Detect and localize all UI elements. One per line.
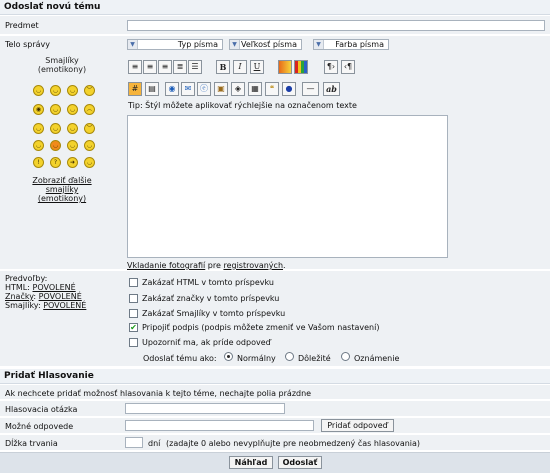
hash-button[interactable]: # — [128, 82, 142, 96]
html-status-link[interactable]: POVOLENÉ — [32, 283, 76, 292]
options-title: Predvoľby: — [5, 274, 48, 283]
speech-icon: ● — [285, 84, 293, 93]
emoticon-icon[interactable]: ◡ — [67, 123, 78, 134]
emoticon-icon[interactable]: ◡ — [50, 104, 61, 115]
notify-reply-checkbox[interactable] — [129, 338, 138, 347]
align-center-button[interactable] — [143, 60, 157, 74]
photo-upload-link[interactable]: Vkladanie fotografií — [127, 261, 206, 270]
poll-hint: Ak nechcete pridať možnosť hlasovania k tejto téme, nechajte polia prázdne — [5, 389, 312, 398]
post-normal-label: Normálny — [237, 354, 276, 363]
emoticon-icon[interactable]: ︵ — [84, 104, 95, 115]
attach-signature-checkbox[interactable] — [129, 323, 138, 332]
indent-icon: ☰ — [191, 62, 199, 71]
subject-label: Predmet — [5, 21, 39, 30]
form-title: Odoslať novú tému — [0, 0, 550, 15]
align-left-icon: ≡ — [131, 62, 139, 71]
indent-button[interactable] — [188, 60, 202, 74]
emoticon-icon[interactable]: ◡ — [50, 85, 61, 96]
flash-icon: ◈ — [234, 84, 242, 93]
poll-length-hint: (zadajte 0 alebo nevyplňujte pre neobmedzený čas hlasovania) — [166, 439, 421, 448]
quote-icon: ❝ — [269, 84, 275, 93]
poll-question-input[interactable] — [125, 403, 285, 414]
html-status: HTML: POVOLENÉ — [5, 283, 76, 292]
text-color-button[interactable] — [294, 60, 308, 74]
emoticon-icon[interactable]: ◡ — [67, 140, 78, 151]
emoticon-icon[interactable]: ◡ — [50, 140, 61, 151]
insert-quote-button[interactable] — [265, 82, 279, 96]
poll-length-unit: dní — [148, 439, 161, 448]
post-announce-radio[interactable] — [341, 352, 350, 361]
smilies-status-link[interactable]: POVOLENÉ — [43, 301, 87, 310]
italic-button[interactable]: I — [233, 60, 247, 74]
emoticon-icon[interactable]: ◡ — [33, 85, 44, 96]
post-announce-label: Oznámenie — [354, 354, 400, 363]
message-textarea[interactable] — [127, 115, 448, 258]
options-summary — [5, 274, 86, 310]
question-icon[interactable]: ? — [50, 157, 61, 168]
list-button[interactable] — [145, 82, 159, 96]
poll-answers-row — [0, 418, 550, 434]
insert-web-button[interactable] — [197, 82, 211, 96]
more-emoticons-link-line3[interactable]: (emotikony) — [37, 194, 87, 203]
notify-reply-label: Upozorniť ma, ak príde odpoveď — [142, 338, 271, 347]
ltr-button[interactable] — [324, 60, 338, 74]
more-emoticons-link-line2[interactable]: smajlíky — [45, 185, 79, 194]
emoticon-icon[interactable]: ◡ — [84, 157, 95, 168]
subject-row — [0, 16, 550, 35]
insert-media-button[interactable] — [248, 82, 262, 96]
horizontal-line-button[interactable]: — — [302, 82, 319, 96]
align-left-button[interactable] — [128, 60, 142, 74]
bbcode-link[interactable]: Značky — [5, 292, 34, 301]
poll-title: Pridať Hlasovanie — [0, 369, 550, 384]
post-normal-radio[interactable] — [224, 352, 233, 361]
subject-input[interactable] — [127, 20, 545, 31]
smilies-status: Smajlíky: POVOLENÉ — [5, 301, 87, 310]
code-button[interactable]: ab — [323, 82, 340, 96]
emoticon-icon[interactable]: ◡ — [33, 123, 44, 134]
emoticon-icon[interactable]: ︶ — [84, 123, 95, 134]
exclamation-icon[interactable]: ! — [33, 157, 44, 168]
chevron-down-icon: ▼ — [314, 40, 324, 49]
emoticons-title: Smajlíky — [45, 56, 79, 65]
photo-upload-end: . — [283, 261, 286, 270]
submit-button[interactable]: Odoslať — [278, 456, 322, 469]
form-footer — [0, 452, 550, 473]
insert-email-button[interactable] — [181, 82, 195, 96]
emoticon-icon[interactable]: ◡ — [84, 140, 95, 151]
font-size-select[interactable]: ▼ Veľkosť písma — [229, 39, 302, 50]
image-icon: ▣ — [217, 84, 225, 93]
arrow-icon[interactable]: ➜ — [67, 157, 78, 168]
options-row — [0, 271, 550, 367]
highlight-color-button[interactable] — [278, 60, 292, 74]
add-answer-button[interactable]: Pridať odpoveď — [321, 419, 394, 432]
tip-text: Tip: Štýl môžete aplikovať rýchlejšie na označenom texte — [128, 101, 357, 110]
chevron-down-icon: ▼ — [230, 40, 240, 49]
list-icon: ▤ — [148, 84, 156, 93]
poll-hint-row — [0, 385, 550, 400]
checkmark-icon: ✔ — [130, 323, 137, 332]
chevron-down-icon: ▼ — [128, 40, 138, 49]
align-justify-icon: ≣ — [176, 62, 184, 71]
disable-bbcode-checkbox[interactable] — [129, 294, 138, 303]
post-sticky-label: Dôležité — [298, 354, 331, 363]
font-type-select[interactable]: ▼ Typ písma — [127, 39, 223, 50]
disable-bbcode-label: Zakázať značky v tomto príspevku — [142, 294, 280, 303]
poll-length-row — [0, 435, 550, 451]
emoticon-icon[interactable]: ◡ — [50, 123, 61, 134]
attach-signature-label: Pripojiť podpis (podpis môžete zmeniť ve Vašom nastavení) — [142, 323, 380, 332]
globe-icon: ◉ — [168, 84, 176, 93]
disable-smilies-checkbox[interactable] — [129, 309, 138, 318]
paragraph-rtl-icon: ‹¶ — [343, 62, 353, 71]
insert-speech-button[interactable] — [282, 82, 296, 96]
preview-button[interactable]: Náhľad — [229, 456, 273, 469]
disable-html-checkbox[interactable] — [129, 278, 138, 287]
align-justify-button[interactable] — [173, 60, 187, 74]
emoticon-icon[interactable]: ◡ — [67, 104, 78, 115]
emoticon-icon[interactable]: ◡ — [67, 85, 78, 96]
align-right-button[interactable] — [158, 60, 172, 74]
disable-html-label: Zakázať HTML v tomto príspevku — [142, 278, 274, 287]
media-icon: ▦ — [251, 84, 259, 93]
paragraph-ltr-icon: ¶› — [326, 62, 336, 71]
bbcode-status: Značky: POVOLENÉ — [5, 292, 82, 301]
align-center-icon: ≡ — [146, 62, 154, 71]
insert-flash-button[interactable] — [231, 82, 245, 96]
poll-question-row — [0, 401, 550, 417]
message-label: Telo správy — [5, 40, 51, 49]
rtl-button[interactable] — [341, 60, 355, 74]
photo-upload-mid: pre — [205, 261, 224, 270]
underline-button[interactable]: U — [250, 60, 264, 74]
emoticons-subtitle: (emotikony) — [37, 65, 87, 74]
emoticon-icon[interactable]: ◡ — [33, 140, 44, 151]
align-right-icon: ≡ — [161, 62, 169, 71]
poll-question-label: Hlasovacia otázka — [5, 405, 78, 414]
poll-answers-label: Možné odpovede — [5, 422, 74, 431]
disable-smilies-label: Zakázať Smajlíky v tomto príspevku — [142, 309, 286, 318]
font-color-select[interactable]: ▼ Farba písma — [313, 39, 389, 50]
post-sticky-radio[interactable] — [285, 352, 294, 361]
registered-link[interactable]: registrovaných — [223, 261, 284, 270]
web-icon: ⓔ — [200, 84, 208, 93]
poll-length-input[interactable] — [125, 437, 143, 448]
poll-answer-input[interactable] — [125, 420, 314, 431]
insert-image-button[interactable] — [214, 82, 228, 96]
emoticon-icon[interactable]: ︶ — [84, 85, 95, 96]
bbcode-status-link[interactable]: POVOLENÉ — [38, 292, 82, 301]
network-icon: ✉ — [184, 84, 192, 93]
photo-upload-line — [127, 261, 286, 270]
emoticon-icon[interactable]: ◉ — [33, 104, 44, 115]
poll-length-label: Dĺžka trvania — [5, 439, 58, 448]
post-as-label: Odoslať tému ako: — [143, 354, 217, 363]
bold-button[interactable]: B — [216, 60, 230, 74]
more-emoticons-link[interactable]: Zobraziť ďalšie — [32, 176, 92, 185]
insert-link-button[interactable] — [165, 82, 179, 96]
